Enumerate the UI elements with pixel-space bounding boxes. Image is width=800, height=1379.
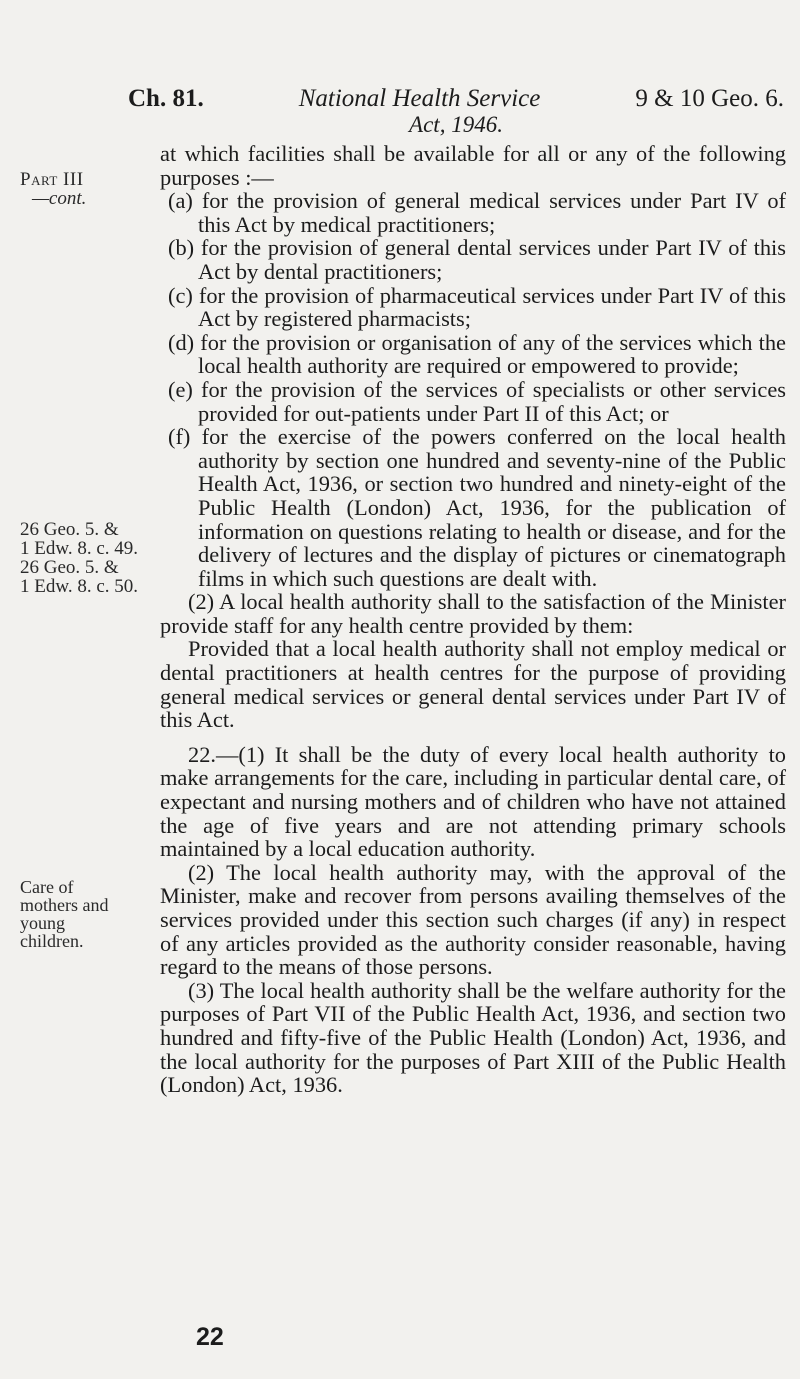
clause-f: (f) for the exercise of the powers conferred on the local health authority by section one hundred and seventy-nine of the Public Health Act, 1936, or section two hundred and ninety-eight of the Public Health (London) Act, 1936, for the publication of information on questions relating to health or disease, and for the delivery of lectures and the display of pictures or cinematograph films in which such questions are dealt with.: [168, 424, 786, 591]
body-text: [160, 142, 786, 1097]
intro-paragraph: at which facilities shall be available for all or any of the following purposes :—: [160, 141, 786, 190]
act-year: Act, 1946.: [409, 112, 503, 137]
clause-a: (a) for the provision of general medical services under Part IV of this Act by medical practitioners;: [168, 188, 786, 237]
clause-b: (b) for the provision of general dental services under Part IV of this Act by dental practitioners;: [168, 235, 786, 284]
sidenote-line: young: [20, 913, 65, 933]
signature-mark: 22: [196, 1323, 224, 1351]
margin-references: [20, 520, 160, 596]
sidenote-line: mothers and: [20, 895, 109, 915]
margin-ref: 26 Geo. 5. &: [20, 557, 119, 578]
sidenote-line: Care of: [20, 877, 74, 897]
sidenote-line: children.: [20, 931, 84, 951]
margin-part-label: [20, 170, 160, 208]
subsection-21-2: (2) A local health authority shall to the satisfaction of the Minister provide staff for any health centre provided by them:: [160, 589, 786, 638]
regnal-year: 9 & 10 Geo. 6.: [635, 85, 784, 112]
clause-c: (c) for the provision of pharmaceutical services under Part IV of this Act by registered pharmacists;: [168, 282, 786, 332]
part-continued: —cont.: [32, 188, 87, 209]
margin-ref: 26 Geo. 5. &: [20, 519, 119, 540]
act-title: National Health Service: [298, 85, 541, 112]
chapter-number: Ch. 81.: [128, 85, 204, 112]
proviso: Provided that a local health authority shall not employ medical or dental practitioners at health centres for the purpose of providing general medical services or general dental services under Part IV of this Act.: [160, 636, 786, 733]
margin-ref: 1 Edw. 8. c. 49.: [20, 538, 139, 559]
section-22-1: 22.—(1) It shall be the duty of every local health authority to make arrangements for the care, including in particular dental care, of expectant and nursing mothers and of children who have not attained the age of five years and are not attending primary schools maintained by a local education authority.: [160, 741, 786, 862]
margin-ref: 1 Edw. 8. c. 50.: [20, 576, 139, 597]
part-label: Part III: [20, 169, 84, 190]
section-22-2: (2) The local health authority may, with the approval of the Minister, make and recover from persons availing themselves of the services provided under this section such charges (if any) in respect of any articles provided as the authority consider reasonable, having regard to the means of those persons.: [160, 859, 786, 980]
section-22-3: (3) The local health authority shall be the welfare authority for the purposes of Part VII of the Public Health Act, 1936, and section two hundred and fifty-five of the Public Health (London) Act, 1936, and the local authority for the purposes of Part XIII of the Public Health (London) Act, 1936.: [160, 977, 786, 1098]
clause-e: (e) for the provision of the services of specialists or other services provided for out-patients under Part II of this Act; or: [168, 376, 786, 426]
clause-d: (d) for the provision or organisation of any of the services which the local health authority are required or empowered to provide;: [168, 329, 786, 379]
margin-sidenote: [20, 878, 160, 950]
running-header: [128, 86, 784, 138]
